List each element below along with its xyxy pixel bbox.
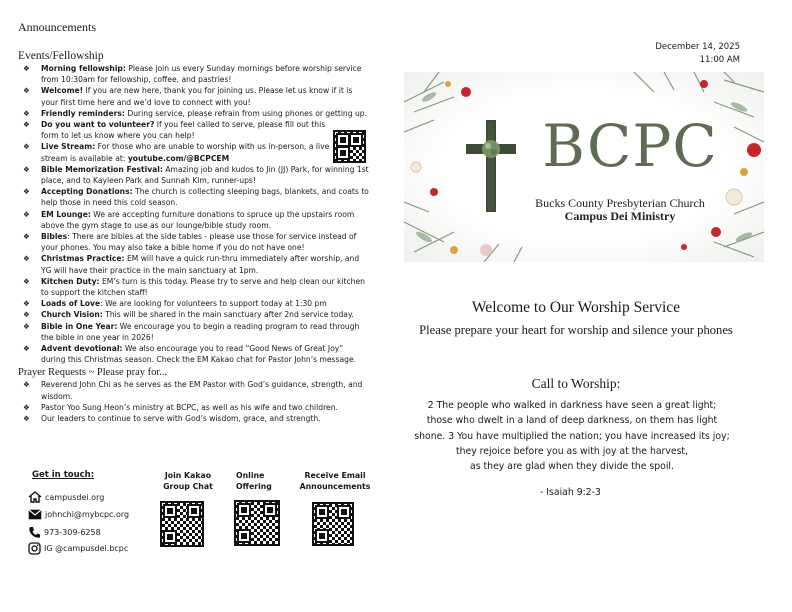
event-label: Live Stream: [41, 142, 96, 152]
prayer-text: Pastor Yoo Sung Heon’s ministry at BCPC, as well as his wife and two children. [41, 402, 338, 412]
contact-email[interactable] [28, 509, 129, 520]
prayer-heading: Prayer Requests ~ Please pray for... [18, 367, 168, 379]
bcpc-logo-text: BCPC [542, 112, 718, 180]
service-datetime [655, 41, 740, 66]
event-label: Accepting Donations: [41, 187, 133, 197]
event-label: Christmas Practice: [41, 254, 125, 264]
event-label: EM Lounge: [41, 209, 91, 219]
verse-line: as they are glad when they divide the spoil. [470, 461, 674, 473]
event-item [18, 85, 370, 107]
event-item [18, 276, 370, 298]
event-text: Please join us every Sunday mornings before worship service from 10:30am for fellowship, coffee, and pastries! [41, 64, 362, 85]
kakao-qr-code[interactable] [160, 501, 204, 547]
welcome-title: Welcome to Our Worship Service [471, 299, 681, 316]
contact-instagram[interactable] [28, 542, 128, 555]
prayer-item [18, 379, 370, 401]
church-logo-banner [404, 72, 764, 262]
event-text: This will be shared in the main sanctuary after 2nd service today. [102, 310, 354, 320]
event-label: Morning fellowship: [41, 64, 126, 73]
events-heading: Events/Fellowship [18, 50, 104, 62]
event-item [18, 309, 370, 320]
event-item [18, 119, 370, 141]
call-to-worship-verse [400, 398, 744, 474]
diamond-bullet-icon: ❖ [23, 402, 30, 412]
email-label-line2: Announcements [299, 481, 371, 491]
event-item [18, 63, 370, 85]
kakao-label [158, 471, 218, 492]
prayer-item [18, 413, 370, 424]
diamond-bullet-icon: ❖ [23, 187, 30, 197]
event-text: If you feel called to serve, please fill out this form to let us know where you can help! [41, 120, 326, 141]
diamond-bullet-icon: ❖ [23, 380, 30, 390]
phone-icon [28, 526, 41, 539]
event-text: We are accepting furniture donations to spruce up the upstairs room above the gym stage to use as our lounge/bible study room. [41, 209, 355, 230]
diamond-bullet-icon: ❖ [23, 276, 30, 286]
home-icon [28, 491, 42, 503]
diamond-bullet-icon: ❖ [23, 254, 30, 264]
event-text: For those who are unable to worship with us in-person, a live stream is available at: [41, 142, 330, 163]
diamond-bullet-icon: ❖ [23, 86, 30, 96]
contact-phone[interactable] [28, 526, 101, 539]
service-time: 11:00 AM [699, 54, 740, 65]
diamond-bullet-icon: ❖ [23, 120, 30, 130]
event-item [18, 343, 370, 365]
event-label: Bible in One Year: [41, 321, 118, 331]
diamond-bullet-icon: ❖ [23, 142, 30, 152]
email-announcements-label [294, 471, 376, 492]
welcome-subtitle: Please prepare your heart for worship and silence your phones [419, 323, 733, 337]
contact-instagram-text: IG @campusdei.bcpc [44, 544, 129, 553]
get-in-touch-heading: Get in touch: [32, 470, 95, 480]
event-item [18, 231, 370, 253]
event-text: Amazing job and kudos to Jin (JJ) Park, for winning 1st place, and to Kayleen Park and Sunnah Kim, runner-ups! [41, 164, 369, 186]
event-label: Bibles [41, 232, 68, 242]
diamond-bullet-icon: ❖ [23, 344, 30, 354]
email-qr-code[interactable] [312, 502, 354, 546]
event-item [18, 321, 370, 343]
diamond-bullet-icon: ❖ [23, 414, 30, 424]
event-item [18, 298, 370, 309]
event-text: : We are looking for volunteers to support today at 1:30 pm [100, 299, 327, 309]
offering-label-line2: Offering [236, 481, 272, 491]
diamond-bullet-icon: ❖ [23, 321, 30, 331]
offering-label-line1: Online [236, 471, 265, 480]
event-text: During service, please refrain from using phones or getting up. [124, 108, 368, 118]
offering-label [228, 471, 282, 492]
event-label: Kitchen Duty: [41, 276, 100, 286]
contact-website[interactable] [28, 491, 104, 503]
call-to-worship-title: Call to Worship: [531, 376, 621, 391]
contact-phone-text: 973-309-6258 [44, 528, 101, 537]
kakao-label-line1: Join Kakao [164, 471, 212, 480]
event-text: We encourage you to begin a reading program to read through the bible in one year in 2026! [41, 321, 360, 342]
event-text: : There are bibles at the side tables - please use those for service instead of your phones. You may also take a bible home if you do not have one! [41, 232, 357, 253]
event-item [18, 253, 370, 275]
event-text: We also encourage you to read “Good News of Great Joy” during this Christmas season. Check the EM Kakao chat for Pastor John’s message. [41, 344, 357, 365]
event-text: The church is collecting sleeping bags, blankets, and coats to help those in need this cold season. [41, 187, 369, 208]
event-text: EM’s turn is this today. Please try to serve and help clean our kitchen to support the kitchen staff! [41, 276, 365, 298]
kakao-label-line2: Group Chat [163, 481, 213, 491]
prayer-text: Our leaders to continue to serve with God’s wisdom, grace, and strength. [41, 414, 321, 424]
diamond-bullet-icon: ❖ [23, 64, 30, 73]
church-name: Bucks County Presbyterian Church [535, 196, 705, 210]
diamond-bullet-icon: ❖ [23, 164, 30, 174]
event-item [18, 164, 370, 186]
diamond-bullet-icon: ❖ [23, 299, 30, 309]
prayer-item [18, 402, 370, 413]
volunteer-qr-code[interactable] [333, 130, 366, 163]
event-label: Friendly reminders: [41, 108, 125, 118]
event-label: Do you want to volunteer? [41, 120, 155, 130]
announcements-title: Announcements [18, 20, 96, 34]
offering-qr-code[interactable] [234, 500, 280, 546]
event-item [18, 209, 370, 231]
verse-line: shone. 3 You have multiplied the nation; you have increased its joy; [414, 430, 730, 442]
diamond-bullet-icon: ❖ [23, 232, 30, 242]
verse-line: they rejoice before you as with joy at the harvest, [455, 445, 689, 457]
ministry-name: Campus Dei Ministry [564, 209, 676, 223]
event-item [18, 186, 370, 208]
instagram-icon [28, 542, 41, 555]
verse-line: those who dwelt in a land of deep darkness, on them has light [426, 415, 718, 427]
service-date: December 14, 2025 [655, 42, 740, 52]
event-label: Loads of Love [41, 299, 101, 309]
event-item [18, 141, 370, 163]
event-label: Church Vision: [41, 310, 103, 320]
contact-website-text: campusdei.org [45, 492, 105, 502]
email-label-line1: Receive Email [304, 471, 366, 480]
livestream-link[interactable]: youtube.com/@BCPCEM [127, 153, 230, 163]
event-label: Bible Memorization Festival: [41, 164, 163, 174]
diamond-bullet-icon: ❖ [23, 310, 30, 320]
event-item [18, 108, 370, 119]
contact-email-text: johnchi@mybcpc.org [45, 510, 130, 519]
prayer-text: Reverend John Chi as he serves as the EM Pastor with God’s guidance, strength, and wisdom. [41, 380, 363, 401]
event-label: Welcome! [41, 86, 84, 96]
event-text: If you are new here, thank you for joining us. Please let us know if it is your first time here and we’d love to connect with you! [41, 86, 353, 107]
mail-icon [28, 509, 42, 520]
prayer-list [18, 379, 370, 424]
announcements-panel [18, 20, 370, 424]
verse-line: 2 The people who walked in darkness have seen a great light; [427, 400, 717, 411]
verse-reference: - Isaiah 9:2-3 [540, 487, 601, 498]
events-list [18, 63, 370, 365]
diamond-bullet-icon: ❖ [23, 209, 30, 219]
event-label: Advent devotional: [41, 344, 123, 354]
diamond-bullet-icon: ❖ [23, 108, 30, 118]
event-text: EM will have a quick run-thru immediately after worship, and YG will have their practice in the main sanctuary at 1pm. [41, 254, 360, 275]
